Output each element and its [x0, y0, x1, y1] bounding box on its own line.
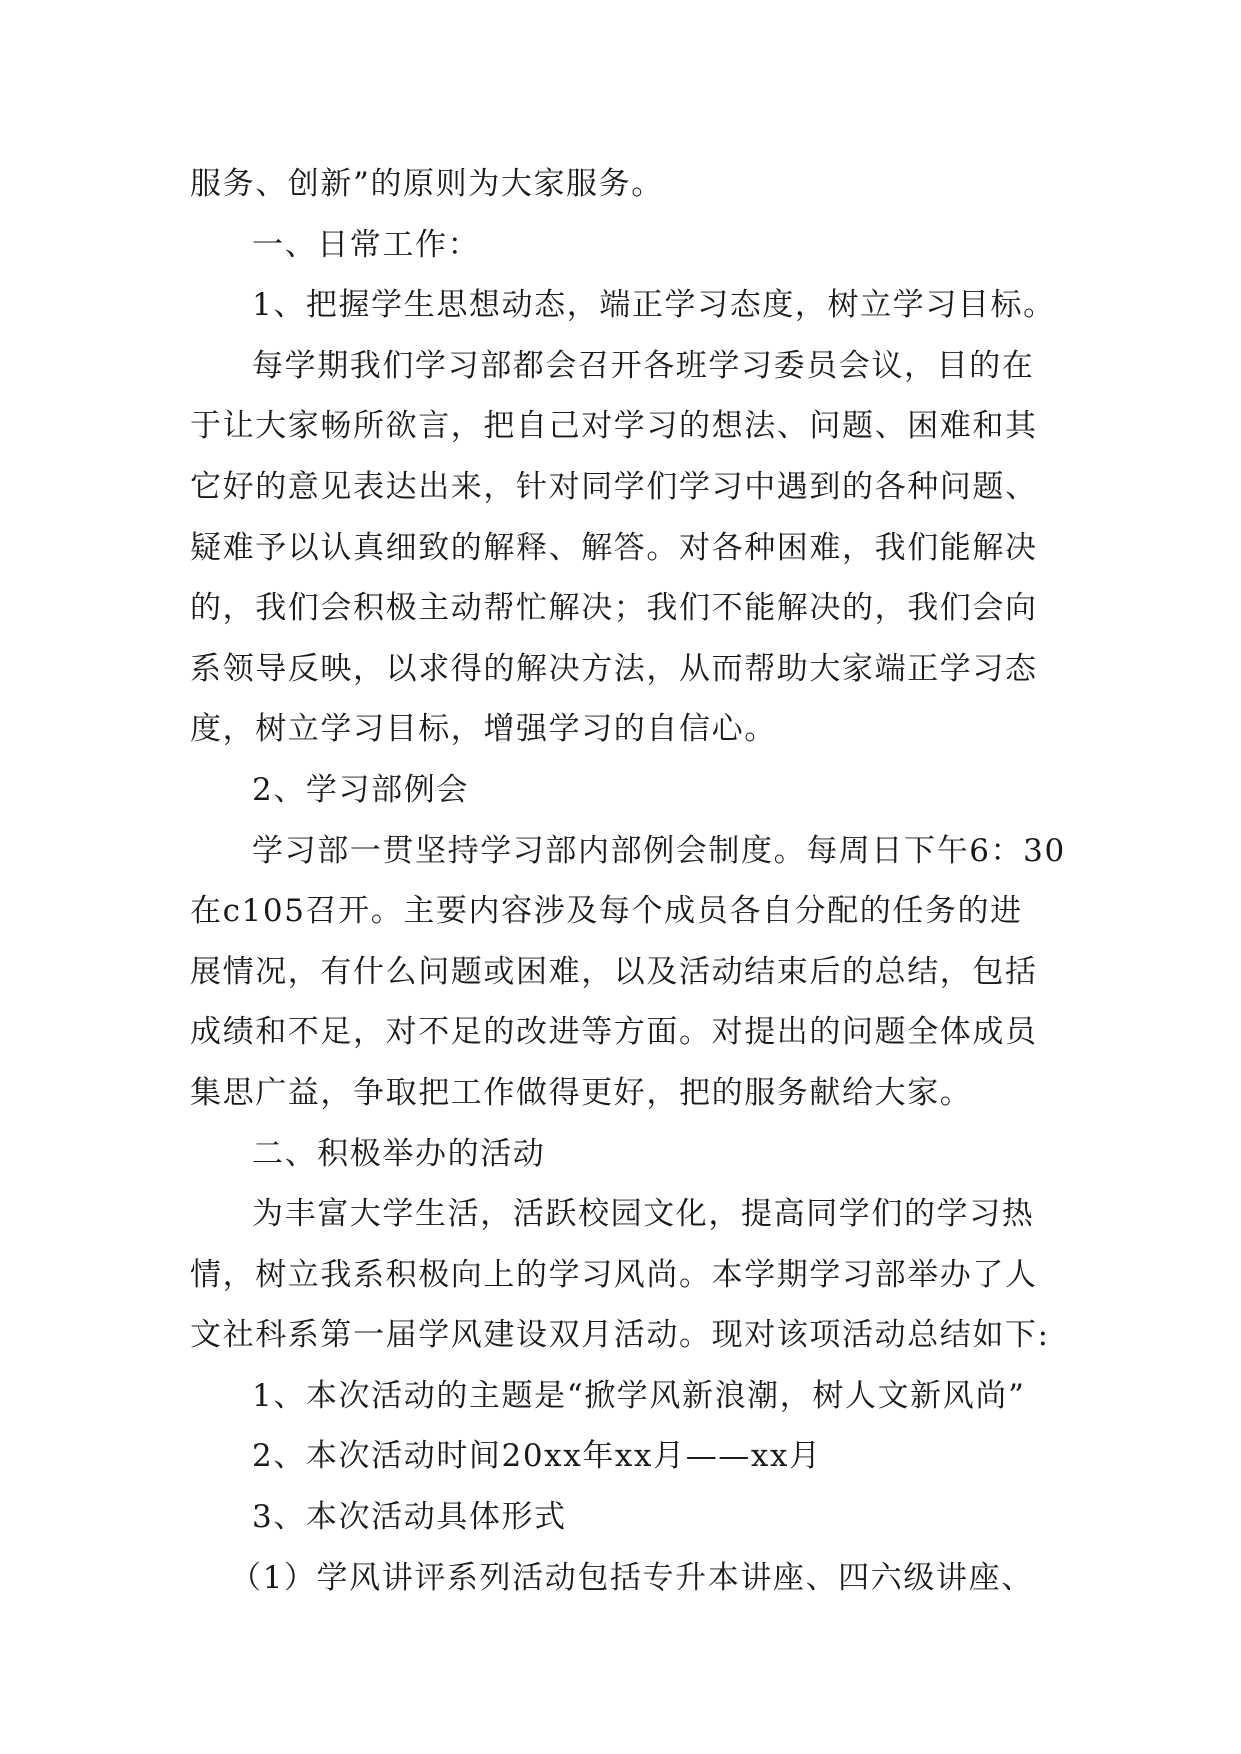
text-line: 于让大家畅所欲言，把自己对学习的想法、问题、困难和其: [190, 408, 1038, 445]
list-item: （1）学风讲评系列活动包括专升本讲座、四六级讲座、: [230, 1559, 1034, 1596]
text-line: 每学期我们学习部都会召开各班学习委员会议，目的在: [252, 347, 1035, 384]
text-line: 为丰富大学生活，活跃校园文化，提高同学们的学习热: [252, 1196, 1035, 1233]
sub-heading: 1、把握学生思想动态，端正学习态度，树立学习目标。: [252, 287, 1056, 324]
list-item: 2、本次活动时间20xx年xx月——xx月: [252, 1438, 822, 1475]
text-line: 疑难予以认真细致的解释、解答。对各种困难，我们能解决: [190, 529, 1038, 566]
document-body: [190, 154, 1070, 1608]
text-line: 系领导反映，以求得的解决方法，从而帮助大家端正学习态: [190, 650, 1038, 687]
text-line: 服务、创新”的原则为大家服务。: [190, 166, 664, 202]
list-item: 3、本次活动具体形式: [252, 1499, 567, 1536]
section-heading: 二、积极举办的活动: [252, 1135, 546, 1172]
text-line: 的，我们会积极主动帮忙解决；我们不能解决的，我们会向: [190, 590, 1038, 627]
text-line: 集思广益，争取把工作做得更好，把的服务献给大家。: [190, 1074, 973, 1111]
text-line: 文社科系第一届学风建设双月活动。现对该项活动总结如下:: [190, 1317, 1050, 1354]
text-line: 它好的意见表达出来，针对同学们学习中遇到的各种问题、: [190, 468, 1038, 505]
text-line: 情，树立我系积极向上的学习风尚。本学期学习部举办了人: [190, 1256, 1038, 1293]
section-heading: 一、日常工作：: [252, 226, 481, 263]
text-line: 度，树立学习目标，增强学习的自信心。: [190, 711, 777, 748]
text-line: 在c105召开。主要内容涉及每个成员各自分配的任务的进: [190, 893, 1023, 930]
sub-heading: 2、学习部例会: [252, 771, 469, 808]
text-line: 学习部一贯坚持学习部内部例会制度。每周日下午6：30: [252, 832, 1066, 869]
text-line: 展情况，有什么问题或困难，以及活动结束后的总结，包括: [190, 953, 1038, 990]
list-item: 1、本次活动的主题是“掀学风新浪潮，树人文新风尚”: [252, 1377, 1026, 1414]
text-line: 成绩和不足，对不足的改进等方面。对提出的问题全体成员: [190, 1014, 1038, 1051]
